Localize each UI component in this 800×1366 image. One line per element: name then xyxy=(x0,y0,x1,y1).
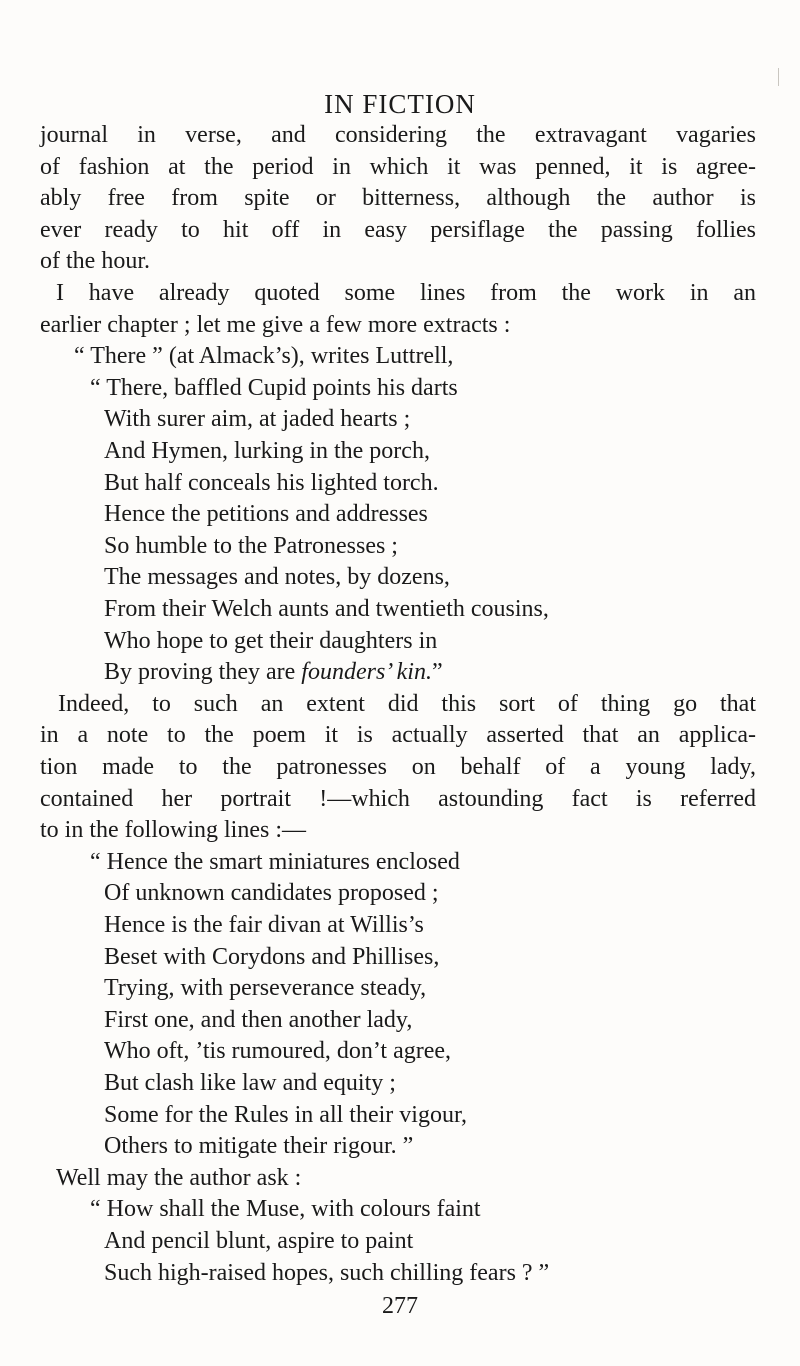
text-line: of fashion at the period in which it was penned, it is agree- xyxy=(40,154,756,180)
verse-line: Trying, with perseverance steady, xyxy=(104,975,427,1001)
verse-line: “ Hence the smart miniatures enclosed xyxy=(90,849,460,875)
verse-line: “ There, baffled Cupid points his darts xyxy=(90,375,458,401)
text-line: Indeed, to such an extent did this sort of thing go that xyxy=(58,691,756,717)
page-edge-mark xyxy=(778,68,779,86)
text-line: “ There ” (at Almack’s), writes Luttrell, xyxy=(74,343,454,369)
text-line: Well may the author ask : xyxy=(56,1165,302,1191)
page-number: 277 xyxy=(382,1293,418,1319)
verse-line: Others to mitigate their rigour. ” xyxy=(104,1133,414,1159)
verse-line: Of unknown candidates proposed ; xyxy=(104,880,439,906)
verse-text: By proving they are xyxy=(104,659,302,685)
verse-line: But half conceals his lighted torch. xyxy=(104,470,439,496)
verse-line: The messages and notes, by dozens, xyxy=(104,564,450,590)
text-line: in a note to the poem it is actually asserted that an applica- xyxy=(40,722,756,748)
running-head: IN FICTION xyxy=(324,89,476,119)
verse-line: But clash like law and equity ; xyxy=(104,1070,396,1096)
text-line: ever ready to hit off in easy persiflage the passing follies xyxy=(40,217,756,243)
verse-line: First one, and then another lady, xyxy=(104,1007,413,1033)
verse-line: With surer aim, at jaded hearts ; xyxy=(104,406,411,432)
verse-line: From their Welch aunts and twentieth cousins, xyxy=(104,596,549,622)
text-line: contained her portrait !—which astounding fact is referred xyxy=(40,786,756,812)
verse-line: And Hymen, lurking in the porch, xyxy=(104,438,430,464)
text-line: to in the following lines :— xyxy=(40,817,306,843)
verse-line: Hence the petitions and addresses xyxy=(104,501,428,527)
closing-quote: ” xyxy=(431,659,443,685)
text-line: journal in verse, and considering the extravagant vagaries xyxy=(40,122,756,148)
text-line: of the hour. xyxy=(40,248,150,274)
verse-line: So humble to the Patronesses ; xyxy=(104,533,398,559)
verse-line: “ How shall the Muse, with colours faint xyxy=(90,1196,481,1222)
text-line: tion made to the patronesses on behalf of a young lady, xyxy=(40,754,756,780)
verse-line: Beset with Corydons and Phillises, xyxy=(104,944,440,970)
verse-line: Who hope to get their daughters in xyxy=(104,628,438,654)
verse-line: Who oft, ’tis rumoured, don’t agree, xyxy=(104,1038,452,1064)
verse-line: Such high-raised hopes, such chilling fears ? ” xyxy=(104,1260,550,1286)
text-line: ably free from spite or bitterness, although the author is xyxy=(40,185,756,211)
verse-italic-text: founders’ kin. xyxy=(301,659,432,685)
text-line: earlier chapter ; let me give a few more extracts : xyxy=(40,312,511,338)
verse-line: Hence is the fair divan at Willis’s xyxy=(104,912,424,938)
verse-line: And pencil blunt, aspire to paint xyxy=(104,1228,414,1254)
text-line: I have already quoted some lines from the work in an xyxy=(56,280,756,306)
verse-line xyxy=(104,657,443,688)
verse-line: Some for the Rules in all their vigour, xyxy=(104,1102,467,1128)
